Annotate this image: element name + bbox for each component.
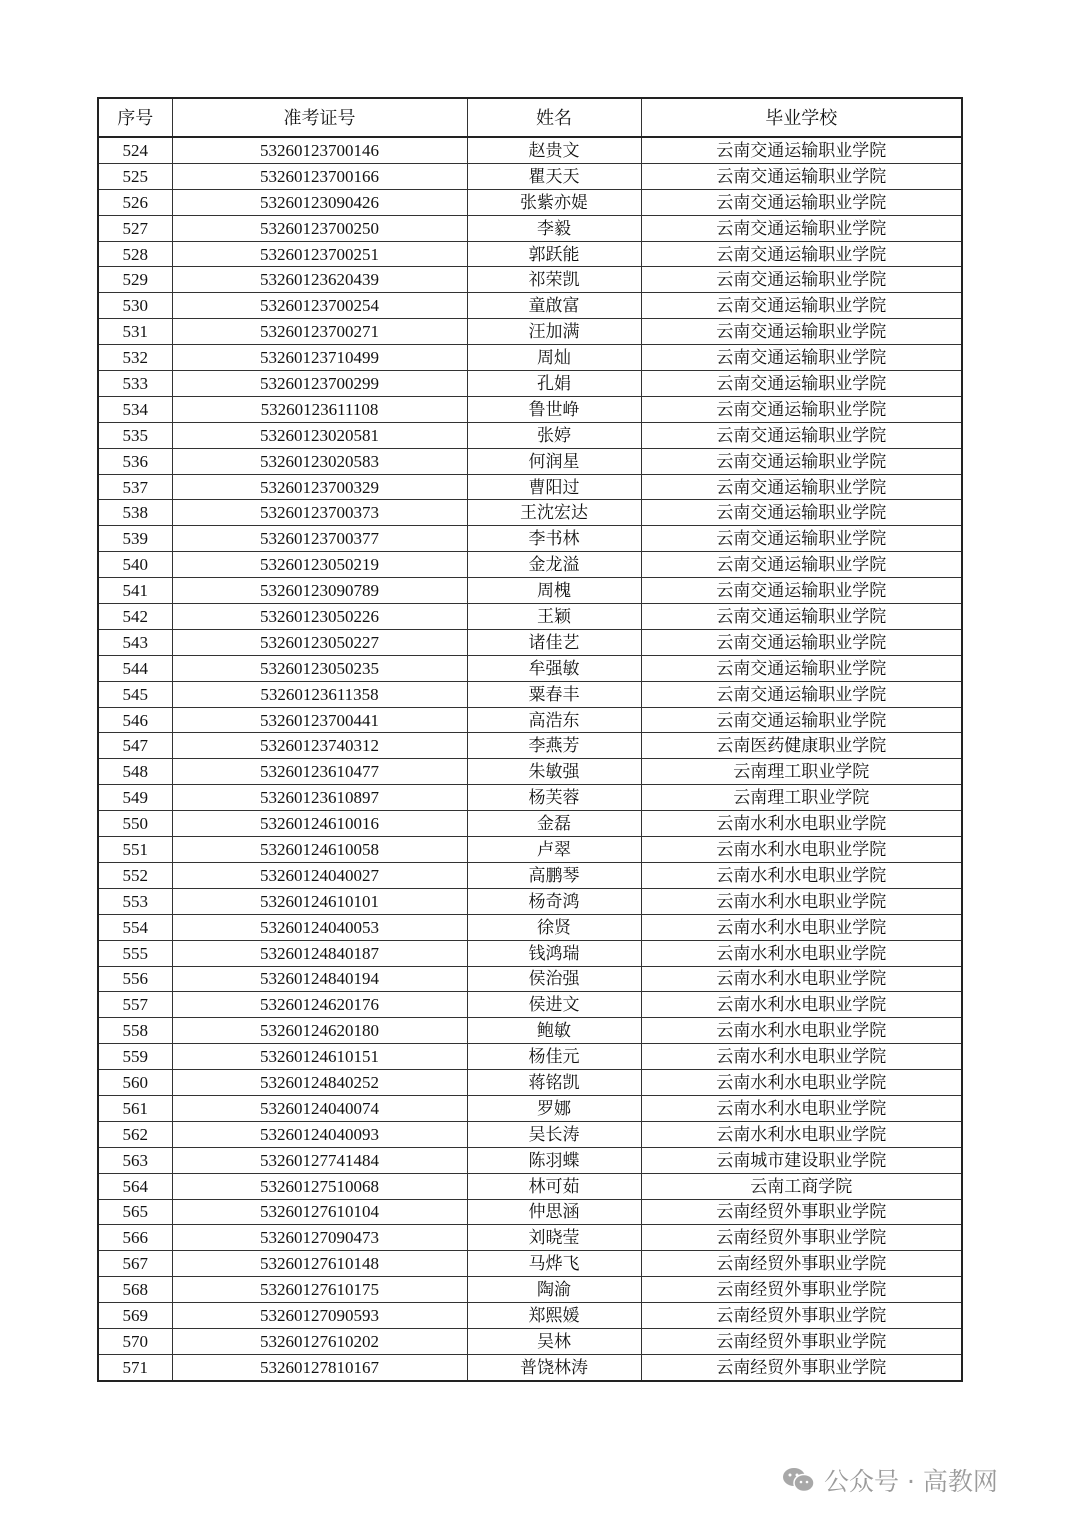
cell-school: 云南交通运输职业学院	[641, 215, 962, 241]
cell-name: 金龙溢	[467, 552, 641, 578]
cell-school: 云南水利水电职业学院	[641, 888, 962, 914]
cell-index: 542	[98, 604, 172, 630]
cell-exam-id: 53260123700251	[172, 241, 467, 267]
table-row	[98, 759, 962, 785]
header-exam-id: 准考证号	[172, 98, 467, 137]
cell-index: 540	[98, 552, 172, 578]
cell-school: 云南交通运输职业学院	[641, 137, 962, 163]
table-row	[98, 526, 962, 552]
cell-school: 云南交通运输职业学院	[641, 448, 962, 474]
cell-name: 侯治强	[467, 966, 641, 992]
cell-index: 534	[98, 396, 172, 422]
table-row	[98, 1095, 962, 1121]
cell-name: 卢翠	[467, 837, 641, 863]
cell-exam-id: 53260127741484	[172, 1147, 467, 1173]
table-row	[98, 655, 962, 681]
wechat-icon	[782, 1466, 816, 1494]
cell-name: 鲍敏	[467, 1018, 641, 1044]
cell-name: 张婷	[467, 422, 641, 448]
cell-name: 李书林	[467, 526, 641, 552]
cell-exam-id: 53260123020583	[172, 448, 467, 474]
cell-exam-id: 53260123700250	[172, 215, 467, 241]
cell-school: 云南交通运输职业学院	[641, 267, 962, 293]
cell-exam-id: 53260124610058	[172, 837, 467, 863]
cell-exam-id: 53260123050227	[172, 629, 467, 655]
cell-school: 云南水利水电职业学院	[641, 1044, 962, 1070]
table-row	[98, 888, 962, 914]
table-row	[98, 293, 962, 319]
cell-name: 朱敏强	[467, 759, 641, 785]
table-row	[98, 1199, 962, 1225]
cell-school: 云南交通运输职业学院	[641, 629, 962, 655]
cell-school: 云南水利水电职业学院	[641, 837, 962, 863]
cell-exam-id: 53260124840252	[172, 1070, 467, 1096]
cell-name: 侯进文	[467, 992, 641, 1018]
table-row	[98, 371, 962, 397]
cell-exam-id: 53260123700373	[172, 500, 467, 526]
table-row	[98, 552, 962, 578]
cell-exam-id: 53260123050226	[172, 604, 467, 630]
cell-index: 551	[98, 837, 172, 863]
cell-exam-id: 53260124840187	[172, 940, 467, 966]
cell-index: 535	[98, 422, 172, 448]
table-row	[98, 1070, 962, 1096]
cell-name: 金磊	[467, 811, 641, 837]
cell-exam-id: 53260123700254	[172, 293, 467, 319]
cell-exam-id: 53260124040093	[172, 1121, 467, 1147]
cell-exam-id: 53260124610016	[172, 811, 467, 837]
cell-exam-id: 53260123090789	[172, 578, 467, 604]
cell-exam-id: 53260127610175	[172, 1277, 467, 1303]
cell-school: 云南交通运输职业学院	[641, 189, 962, 215]
cell-exam-id: 53260124840194	[172, 966, 467, 992]
cell-name: 郑熙媛	[467, 1303, 641, 1329]
cell-school: 云南城市建设职业学院	[641, 1147, 962, 1173]
table-body	[98, 137, 962, 1381]
cell-exam-id: 53260127610202	[172, 1328, 467, 1354]
cell-school: 云南经贸外事职业学院	[641, 1328, 962, 1354]
table-row	[98, 811, 962, 837]
cell-school: 云南水利水电职业学院	[641, 966, 962, 992]
table-row	[98, 189, 962, 215]
table-row	[98, 785, 962, 811]
cell-school: 云南水利水电职业学院	[641, 862, 962, 888]
cell-index: 528	[98, 241, 172, 267]
cell-school: 云南交通运输职业学院	[641, 371, 962, 397]
table-row	[98, 1173, 962, 1199]
table-row	[98, 966, 962, 992]
cell-school: 云南经贸外事职业学院	[641, 1199, 962, 1225]
cell-school: 云南水利水电职业学院	[641, 940, 962, 966]
cell-name: 杨芙蓉	[467, 785, 641, 811]
cell-name: 祁荣凯	[467, 267, 641, 293]
cell-school: 云南水利水电职业学院	[641, 914, 962, 940]
cell-name: 王沈宏达	[467, 500, 641, 526]
table-row	[98, 733, 962, 759]
cell-exam-id: 53260123611358	[172, 681, 467, 707]
cell-exam-id: 53260124040074	[172, 1095, 467, 1121]
table-row	[98, 163, 962, 189]
cell-index: 525	[98, 163, 172, 189]
cell-school: 云南理工职业学院	[641, 759, 962, 785]
cell-index: 565	[98, 1199, 172, 1225]
cell-index: 538	[98, 500, 172, 526]
cell-exam-id: 53260127510068	[172, 1173, 467, 1199]
cell-name: 诸佳艺	[467, 629, 641, 655]
cell-exam-id: 53260124040053	[172, 914, 467, 940]
cell-index: 557	[98, 992, 172, 1018]
cell-school: 云南交通运输职业学院	[641, 163, 962, 189]
table-row	[98, 1303, 962, 1329]
cell-name: 吴林	[467, 1328, 641, 1354]
table-row	[98, 500, 962, 526]
cell-name: 林可茹	[467, 1173, 641, 1199]
cell-school: 云南理工职业学院	[641, 785, 962, 811]
cell-school: 云南交通运输职业学院	[641, 604, 962, 630]
cell-name: 王颖	[467, 604, 641, 630]
table-row	[98, 1018, 962, 1044]
cell-exam-id: 53260123050235	[172, 655, 467, 681]
cell-school: 云南交通运输职业学院	[641, 396, 962, 422]
cell-exam-id: 53260123740312	[172, 733, 467, 759]
watermark	[782, 1462, 998, 1498]
cell-name: 陈羽蝶	[467, 1147, 641, 1173]
cell-exam-id: 53260124620176	[172, 992, 467, 1018]
table-row	[98, 1121, 962, 1147]
cell-school: 云南经贸外事职业学院	[641, 1354, 962, 1380]
cell-exam-id: 53260123610477	[172, 759, 467, 785]
cell-exam-id: 53260124610101	[172, 888, 467, 914]
cell-exam-id: 53260124620180	[172, 1018, 467, 1044]
cell-school: 云南交通运输职业学院	[641, 422, 962, 448]
cell-school: 云南交通运输职业学院	[641, 474, 962, 500]
cell-index: 541	[98, 578, 172, 604]
cell-index: 531	[98, 319, 172, 345]
table-row	[98, 1251, 962, 1277]
cell-index: 556	[98, 966, 172, 992]
table-row	[98, 604, 962, 630]
cell-index: 547	[98, 733, 172, 759]
cell-name: 张紫亦媞	[467, 189, 641, 215]
cell-exam-id: 53260123620439	[172, 267, 467, 293]
table-row	[98, 396, 962, 422]
cell-name: 粟春丰	[467, 681, 641, 707]
cell-school: 云南交通运输职业学院	[641, 655, 962, 681]
cell-school: 云南水利水电职业学院	[641, 1018, 962, 1044]
cell-exam-id: 53260127090593	[172, 1303, 467, 1329]
cell-index: 526	[98, 189, 172, 215]
cell-exam-id: 53260123700166	[172, 163, 467, 189]
table-header-row	[98, 98, 962, 137]
cell-school: 云南水利水电职业学院	[641, 1121, 962, 1147]
cell-exam-id: 53260127610148	[172, 1251, 467, 1277]
cell-name: 瞿天天	[467, 163, 641, 189]
cell-index: 543	[98, 629, 172, 655]
cell-name: 罗娜	[467, 1095, 641, 1121]
cell-school: 云南水利水电职业学院	[641, 1070, 962, 1096]
table-row	[98, 448, 962, 474]
cell-name: 周灿	[467, 345, 641, 371]
cell-index: 558	[98, 1018, 172, 1044]
cell-index: 548	[98, 759, 172, 785]
table-row	[98, 629, 962, 655]
cell-school: 云南经贸外事职业学院	[641, 1251, 962, 1277]
table-row	[98, 1328, 962, 1354]
table-row	[98, 578, 962, 604]
table-row	[98, 681, 962, 707]
header-name: 姓名	[467, 98, 641, 137]
cell-name: 普饶林涛	[467, 1354, 641, 1380]
cell-name: 杨佳元	[467, 1044, 641, 1070]
cell-index: 530	[98, 293, 172, 319]
cell-index: 527	[98, 215, 172, 241]
table-row	[98, 1147, 962, 1173]
cell-exam-id: 53260124040027	[172, 862, 467, 888]
table-row	[98, 914, 962, 940]
cell-index: 567	[98, 1251, 172, 1277]
cell-exam-id: 53260123090426	[172, 189, 467, 215]
table-row	[98, 707, 962, 733]
cell-school: 云南经贸外事职业学院	[641, 1225, 962, 1251]
cell-exam-id: 53260123700299	[172, 371, 467, 397]
cell-index: 536	[98, 448, 172, 474]
cell-index: 571	[98, 1354, 172, 1380]
cell-name: 陶渝	[467, 1277, 641, 1303]
cell-exam-id: 53260123700146	[172, 137, 467, 163]
cell-school: 云南交通运输职业学院	[641, 526, 962, 552]
cell-name: 何润星	[467, 448, 641, 474]
cell-exam-id: 53260127810167	[172, 1354, 467, 1380]
table-row	[98, 215, 962, 241]
cell-school: 云南水利水电职业学院	[641, 992, 962, 1018]
table-row	[98, 1354, 962, 1380]
cell-name: 童啟富	[467, 293, 641, 319]
cell-name: 李毅	[467, 215, 641, 241]
cell-index: 568	[98, 1277, 172, 1303]
cell-exam-id: 53260127610104	[172, 1199, 467, 1225]
cell-exam-id: 53260123710499	[172, 345, 467, 371]
cell-school: 云南工商学院	[641, 1173, 962, 1199]
cell-school: 云南交通运输职业学院	[641, 578, 962, 604]
cell-name: 蒋铭凯	[467, 1070, 641, 1096]
cell-name: 高鹏琴	[467, 862, 641, 888]
cell-school: 云南交通运输职业学院	[641, 293, 962, 319]
cell-name: 刘晓莹	[467, 1225, 641, 1251]
cell-index: 561	[98, 1095, 172, 1121]
cell-name: 仲思涵	[467, 1199, 641, 1225]
cell-school: 云南交通运输职业学院	[641, 345, 962, 371]
cell-index: 546	[98, 707, 172, 733]
table-row	[98, 862, 962, 888]
cell-name: 李燕芳	[467, 733, 641, 759]
cell-school: 云南交通运输职业学院	[641, 707, 962, 733]
cell-name: 杨奇鸿	[467, 888, 641, 914]
cell-name: 汪加满	[467, 319, 641, 345]
cell-index: 539	[98, 526, 172, 552]
cell-index: 564	[98, 1173, 172, 1199]
cell-name: 周槐	[467, 578, 641, 604]
table-row	[98, 319, 962, 345]
table-row	[98, 422, 962, 448]
cell-name: 马烨飞	[467, 1251, 641, 1277]
table-row	[98, 1277, 962, 1303]
cell-index: 553	[98, 888, 172, 914]
cell-index: 529	[98, 267, 172, 293]
cell-school: 云南经贸外事职业学院	[641, 1277, 962, 1303]
cell-index: 524	[98, 137, 172, 163]
cell-name: 高浩东	[467, 707, 641, 733]
cell-exam-id: 53260123020581	[172, 422, 467, 448]
cell-name: 徐贤	[467, 914, 641, 940]
cell-name: 赵贵文	[467, 137, 641, 163]
admission-list-table	[97, 97, 963, 1382]
cell-school: 云南交通运输职业学院	[641, 552, 962, 578]
cell-index: 549	[98, 785, 172, 811]
table-row	[98, 241, 962, 267]
cell-index: 559	[98, 1044, 172, 1070]
cell-index: 566	[98, 1225, 172, 1251]
table-row	[98, 474, 962, 500]
cell-exam-id: 53260123611108	[172, 396, 467, 422]
cell-name: 牟强敏	[467, 655, 641, 681]
cell-exam-id: 53260123610897	[172, 785, 467, 811]
cell-index: 555	[98, 940, 172, 966]
cell-index: 533	[98, 371, 172, 397]
cell-exam-id: 53260123050219	[172, 552, 467, 578]
cell-index: 550	[98, 811, 172, 837]
cell-index: 532	[98, 345, 172, 371]
table-row	[98, 1225, 962, 1251]
cell-school: 云南水利水电职业学院	[641, 811, 962, 837]
cell-index: 537	[98, 474, 172, 500]
header-index: 序号	[98, 98, 172, 137]
cell-index: 554	[98, 914, 172, 940]
cell-name: 孔娟	[467, 371, 641, 397]
cell-exam-id: 53260123700329	[172, 474, 467, 500]
cell-school: 云南水利水电职业学院	[641, 1095, 962, 1121]
table-row	[98, 345, 962, 371]
cell-school: 云南交通运输职业学院	[641, 241, 962, 267]
table-row	[98, 267, 962, 293]
cell-exam-id: 53260123700271	[172, 319, 467, 345]
cell-index: 560	[98, 1070, 172, 1096]
cell-index: 570	[98, 1328, 172, 1354]
cell-school: 云南交通运输职业学院	[641, 319, 962, 345]
table-row	[98, 137, 962, 163]
table-row	[98, 837, 962, 863]
cell-name: 郭跃能	[467, 241, 641, 267]
cell-name: 吴长涛	[467, 1121, 641, 1147]
cell-school: 云南交通运输职业学院	[641, 500, 962, 526]
table-row	[98, 992, 962, 1018]
cell-exam-id: 53260123700441	[172, 707, 467, 733]
cell-index: 545	[98, 681, 172, 707]
table-row	[98, 940, 962, 966]
cell-index: 562	[98, 1121, 172, 1147]
cell-school: 云南经贸外事职业学院	[641, 1303, 962, 1329]
cell-exam-id: 53260124610151	[172, 1044, 467, 1070]
cell-school: 云南交通运输职业学院	[641, 681, 962, 707]
cell-index: 569	[98, 1303, 172, 1329]
cell-index: 544	[98, 655, 172, 681]
header-school: 毕业学校	[641, 98, 962, 137]
cell-school: 云南医药健康职业学院	[641, 733, 962, 759]
cell-name: 钱鸿瑞	[467, 940, 641, 966]
cell-name: 曹阳过	[467, 474, 641, 500]
cell-index: 563	[98, 1147, 172, 1173]
cell-name: 鲁世峥	[467, 396, 641, 422]
cell-exam-id: 53260123700377	[172, 526, 467, 552]
watermark-text: 公众号 · 高教网	[824, 1467, 998, 1496]
cell-exam-id: 53260127090473	[172, 1225, 467, 1251]
cell-index: 552	[98, 862, 172, 888]
table-row	[98, 1044, 962, 1070]
